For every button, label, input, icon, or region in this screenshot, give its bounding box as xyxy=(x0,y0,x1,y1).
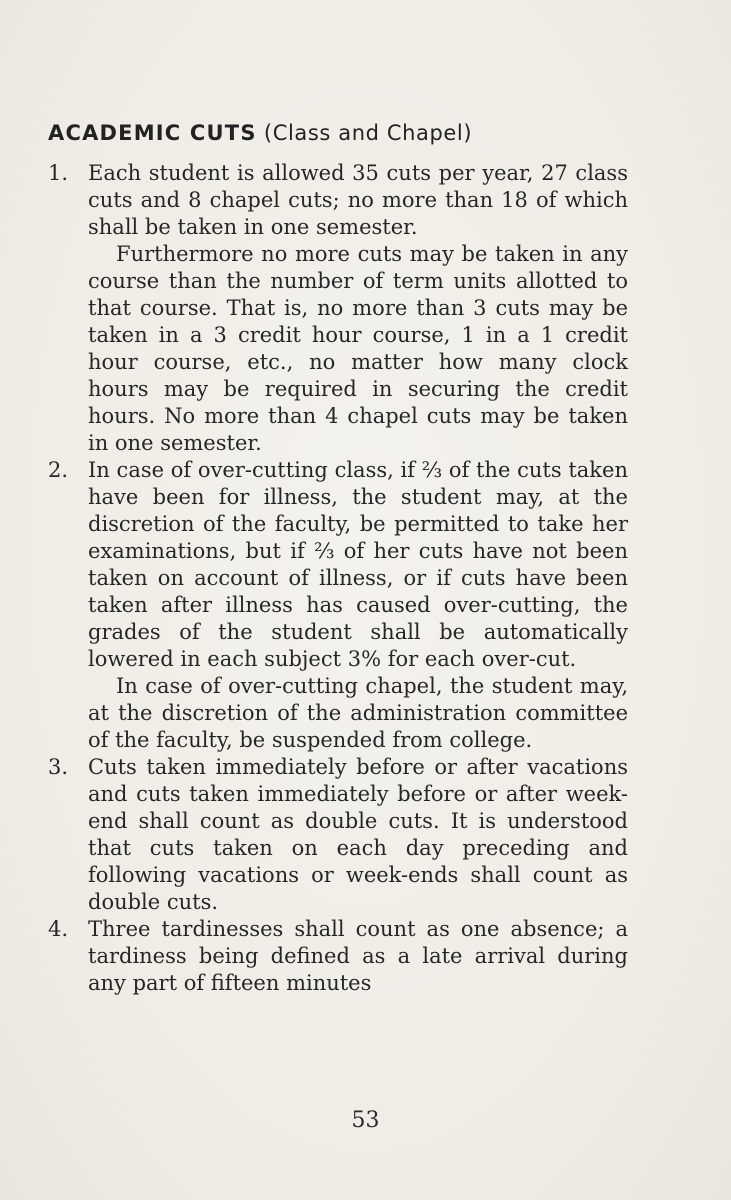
paragraph: Each student is allowed 35 cuts per year, 27 class cuts and 8 chapel cuts; no more than 18 of which shall be taken in one semester. xyxy=(88,161,628,239)
list-item-1 xyxy=(48,160,628,457)
page-number: 53 xyxy=(351,1108,380,1133)
item-body xyxy=(88,457,628,754)
list-item-2 xyxy=(48,457,628,754)
heading-subtitle: (Class and Chapel) xyxy=(263,121,473,145)
paragraph: Three tardinesses shall count as one absence; a tardiness being defined as a late arrival during any part of fifteen minutes xyxy=(88,917,628,995)
section-heading xyxy=(48,118,628,148)
paragraph: Cuts taken immediately before or after vacations and cuts taken immediately before or after week-end shall count as double cuts. It is understood that cuts taken on each day preceding and following vacations or week-ends shall count as double cuts. xyxy=(88,755,628,914)
item-number: 2. xyxy=(48,458,69,482)
paragraph: In case of over-cutting class, if ⅔ of the cuts taken have been for illness, the student may, at the discretion of the faculty, be permitted to take her examinations, but if ⅔ of her cuts have not been taken on account of illness, or if cuts have been taken after illness has caused over-cutting, the grades of the student shall be automatically lowered in each subject 3% for each over-cut. xyxy=(88,458,628,671)
text-block xyxy=(48,118,628,997)
paragraph: In case of over-cutting chapel, the student may, at the discretion of the administration committee of the faculty, be suspended from college. xyxy=(88,674,628,752)
item-body xyxy=(88,160,628,457)
item-body xyxy=(88,916,628,997)
paragraph: Furthermore no more cuts may be taken in any course than the number of term units allotted to that course. That is, no more than 3 cuts may be taken in a 3 credit hour course, 1 in a 1 credit hour course, etc., no matter how many clock hours may be required in securing the credit hours. No more than 4 chapel cuts may be taken in one semester. xyxy=(88,242,628,455)
heading-main: ACADEMIC CUTS xyxy=(48,121,257,145)
list-item-3 xyxy=(48,754,628,916)
list-item-4 xyxy=(48,916,628,997)
item-number: 3. xyxy=(48,755,69,779)
item-body xyxy=(88,754,628,916)
item-number: 1. xyxy=(48,161,69,185)
item-number: 4. xyxy=(48,917,69,941)
